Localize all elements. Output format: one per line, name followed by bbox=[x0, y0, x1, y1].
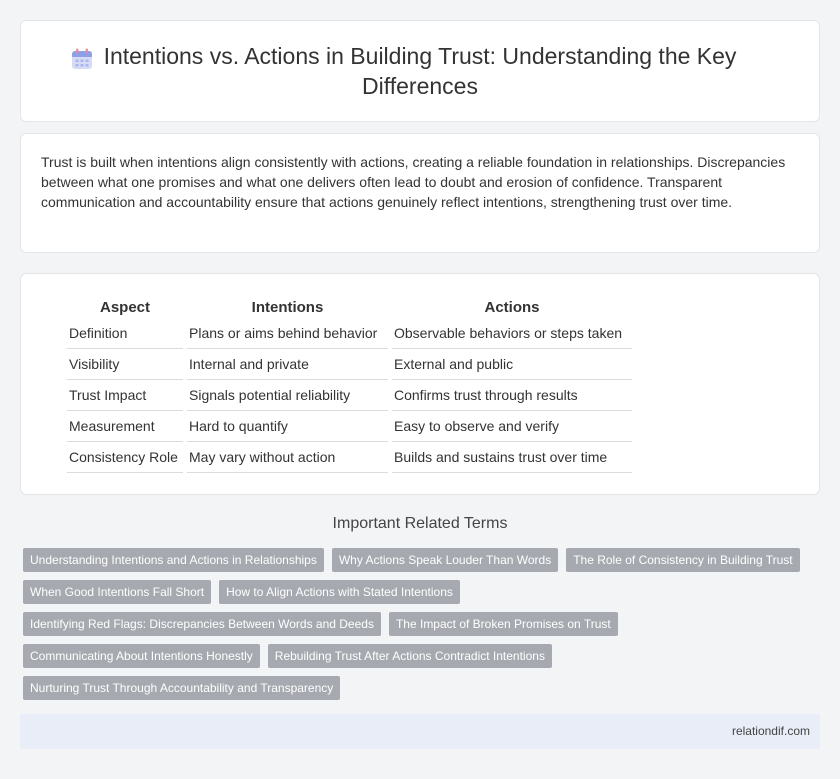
table-cell: Easy to observe and verify bbox=[392, 411, 632, 442]
header-card bbox=[20, 20, 820, 122]
related-terms-heading: Important Related Terms bbox=[332, 515, 508, 532]
site-name[interactable]: relationdif.com bbox=[731, 724, 810, 738]
related-term-tag[interactable]: Identifying Red Flags: Discrepancies Between Words and Deeds bbox=[23, 612, 381, 636]
comparison-table bbox=[63, 296, 636, 473]
table-cell: Trust Impact bbox=[67, 380, 183, 411]
related-term-tag[interactable]: Understanding Intentions and Actions in Relationships bbox=[23, 548, 324, 572]
table-cell: Builds and sustains trust over time bbox=[392, 442, 632, 473]
table-row bbox=[67, 349, 632, 380]
column-header-aspect: Aspect bbox=[99, 298, 151, 316]
table-cell: Hard to quantify bbox=[187, 411, 388, 442]
related-term-tag[interactable]: The Impact of Broken Promises on Trust bbox=[389, 612, 618, 636]
related-term-tag[interactable]: When Good Intentions Fall Short bbox=[23, 580, 211, 604]
table-cell: External and public bbox=[392, 349, 632, 380]
intro-card bbox=[20, 133, 820, 253]
table-cell: Visibility bbox=[67, 349, 183, 380]
related-term-tag[interactable]: Why Actions Speak Louder Than Words bbox=[332, 548, 558, 572]
related-terms-list bbox=[23, 548, 823, 700]
related-term-tag[interactable]: Communicating About Intentions Honestly bbox=[23, 644, 260, 668]
table-header-row bbox=[67, 296, 632, 318]
related-term-tag[interactable]: Rebuilding Trust After Actions Contradict Intentions bbox=[268, 644, 552, 668]
page-title: Intentions vs. Actions in Building Trust: Understanding the Key Differences bbox=[103, 43, 737, 99]
intro-paragraph: Trust is built when intentions align consistently with actions, creating a reliable foundation in relationships. Discrepancies between what one promises and what one delivers often lead to doubt and erosion of confidence. Transparent communication and accountability ensure that actions genuinely reflect intentions, strengthening trust over time. bbox=[41, 154, 786, 210]
table-cell: Definition bbox=[67, 318, 183, 349]
table-cell: May vary without action bbox=[187, 442, 388, 473]
table-cell: Internal and private bbox=[187, 349, 388, 380]
table-row bbox=[67, 380, 632, 411]
footer-bar bbox=[20, 714, 820, 749]
table-cell: Observable behaviors or steps taken bbox=[392, 318, 632, 349]
table-row bbox=[67, 411, 632, 442]
table-cell: Measurement bbox=[67, 411, 183, 442]
related-term-tag[interactable]: How to Align Actions with Stated Intentions bbox=[219, 580, 460, 604]
table-row bbox=[67, 318, 632, 349]
related-term-tag[interactable]: Nurturing Trust Through Accountability and Transparency bbox=[23, 676, 340, 700]
column-header-actions: Actions bbox=[484, 298, 540, 316]
column-header-intentions: Intentions bbox=[251, 298, 324, 316]
table-cell: Confirms trust through results bbox=[392, 380, 632, 411]
related-term-tag[interactable]: The Role of Consistency in Building Trust bbox=[566, 548, 799, 572]
table-cell: Signals potential reliability bbox=[187, 380, 388, 411]
table-row bbox=[67, 442, 632, 473]
table-cell: Plans or aims behind behavior bbox=[187, 318, 388, 349]
comparison-card bbox=[20, 273, 820, 495]
table-cell: Consistency Role bbox=[67, 442, 183, 473]
